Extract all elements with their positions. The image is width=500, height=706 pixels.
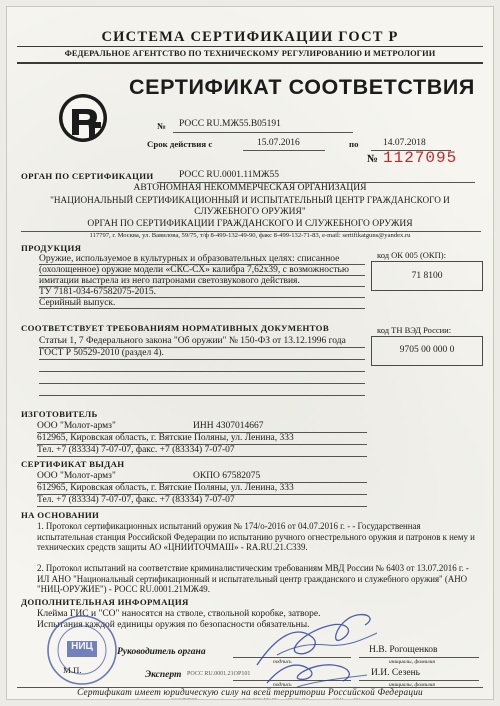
product-line2: (охолощенное) оружие модели «СКС-СХ» калибра 7,62х39, с возможностью	[39, 265, 349, 275]
manufacturer-name: ООО "Молот-армз"	[37, 421, 116, 431]
head-sign-caption: подпись	[273, 659, 292, 665]
compliance-rule-1	[39, 347, 365, 348]
validity-from: 15.07.2016	[257, 138, 300, 148]
okp-label: код ОК 005 (ОКП):	[377, 250, 446, 260]
manufacturer-address: 612965, Кировская область, г. Вятские Поляны, ул. Ленина, 333	[37, 433, 294, 443]
head-name: Н.В. Рогощенков	[369, 645, 438, 655]
footer-print: Сертификат выпущен ЗАО "ОПЦИОН", www.opcion.ru (лицензия № 05-05-09/003 ФНС РФ), тел. (495) 726-4742, www.opcion.ru "А" Москва, 2014 г.	[136, 698, 364, 700]
product-rule-4	[39, 297, 365, 298]
compliance-label: СООТВЕТСТВУЕТ ТРЕБОВАНИЯМ НОРМАТИВНЫХ ДОКУМЕНТОВ	[21, 323, 329, 333]
additional-line1: Клейма ГИС и "СО" наносятся на стволе, ствольной коробке, затворе.	[37, 609, 321, 619]
tnved-value: 9705 00 000 0	[399, 345, 455, 355]
product-line4: ТУ 7181-034-67582075-2015.	[39, 287, 157, 297]
okp-value: 71 8100	[411, 271, 443, 281]
basis-label: НА ОСНОВАНИИ	[21, 510, 100, 520]
rst-logo	[57, 92, 109, 144]
issued-to-rule-2	[37, 494, 367, 495]
organ-line3: СЛУЖЕБНОГО ОРУЖИЯ"	[194, 207, 306, 217]
basis-protocol-2: 2. Протокол испытаний на соответствие криминалистическим требованиям МВД России № 6403 от 13.07.2016 г. - ИЛ АНО "Национальный сертификационный и испытательный центр гражданского и служебного оружия" (АНО "НИЦ-ОРУЖИЕ") - РОСС RU.0001.21МЖ49.	[37, 563, 469, 594]
form-number: 1127095	[383, 149, 458, 167]
compliance-line2: ГОСТ Р 50529-2010 (раздел 4).	[39, 348, 164, 358]
organ-line4: ОРГАН ПО СЕРТИФИКАЦИИ ГРАЖДАНСКОГО И СЛУЖЕБНОГО ОРУЖИЯ	[87, 219, 413, 229]
certificate	[6, 6, 494, 700]
product-rule-3	[39, 286, 365, 287]
mp-label: М.П.	[63, 665, 82, 675]
issued-to-rule-1	[37, 482, 367, 483]
product-rule-5	[39, 308, 365, 309]
certificate-title: СЕРТИФИКАТ СООТВЕТСТВИЯ	[129, 75, 475, 99]
product-rule-2	[39, 275, 365, 276]
reg-no-line	[173, 132, 353, 133]
agency-rule	[17, 62, 483, 64]
manufacturer-inn: ИНН 4307014667	[193, 421, 264, 431]
manufacturer-rule-3	[37, 456, 367, 457]
manufacturer-label: ИЗГОТОВИТЕЛЬ	[21, 409, 98, 419]
issued-to-address: 612965, Кировская область, г. Вятские Поляны, ул. Ленина, 333	[37, 483, 294, 493]
manufacturer-rule-2	[37, 444, 367, 445]
organ-address: 117797, г. Москва, ул. Вавилова, 59/75, т/ф 8-499-132-49-90, факс 8-499-132-71-83, e-mail: sertifikatguns@yandex.ru	[89, 232, 411, 239]
validity-to: 14.07.2018	[383, 138, 426, 148]
product-line5: Серийный выпуск.	[39, 298, 116, 308]
expert-sign-caption: подпись	[273, 682, 292, 688]
issued-to-label: СЕРТИФИКАТ ВЫДАН	[21, 459, 125, 469]
expert-name-caption: инициалы, фамилия	[389, 682, 435, 688]
compliance-rule-5	[39, 395, 365, 396]
expert-stamp-code: РОСС RU.0001.21ОР101	[187, 671, 251, 677]
reg-no-label: №	[157, 121, 166, 131]
footer-text: Сертификат имеет юридическую силу на всей территории Российской Федерации	[77, 688, 423, 698]
validity-to-label: по	[349, 139, 359, 149]
manufacturer-phones: Тел. +7 (83334) 7-07-07, факс. +7 (83334) 7-07-07	[37, 445, 235, 455]
compliance-line1: Статьи 1, 7 Федерального закона "Об оружии" № 150-ФЗ от 13.12.1996 года	[39, 336, 346, 346]
additional-line2: Испытания каждой единицы оружия по безопасности обязательны.	[37, 620, 310, 630]
product-line1: Оружие, используемое в культурных и образовательных целях: списанное	[39, 254, 340, 264]
manufacturer-rule-1	[37, 432, 367, 433]
system-header: СИСТЕМА СЕРТИФИКАЦИИ ГОСТ Р	[101, 29, 399, 45]
organ-code: РОСС RU.0001.11МЖ55	[179, 170, 279, 180]
organ-line1: АВТОНОМНАЯ НЕКОММЕРЧЕСКАЯ ОРГАНИЗАЦИЯ	[133, 183, 367, 193]
reg-no-value: РОСС RU.МЖ55.В05191	[179, 119, 281, 129]
agency-header: ФЕДЕРАЛЬНОЕ АГЕНТСТВО ПО ТЕХНИЧЕСКОМУ РЕГУЛИРОВАНИЮ И МЕТРОЛОГИИ	[64, 49, 436, 58]
additional-label: ДОПОЛНИТЕЛЬНАЯ ИНФОРМАЦИЯ	[21, 597, 189, 607]
validity-label: Срок действия с	[147, 139, 213, 149]
validity-from-line	[243, 150, 325, 151]
basis-protocol-1: 1. Протокол сертификационных испытаний оружия № 174/о-2016 от 04.07.2016 г. - - Государственная испытательная станция Российской Федерации по испытанию ручного огнестрельного оружия и патронов к нему и технических средств защиты АО «ЦНИИТОЧМАШ» - RA.RU.21.С339.	[37, 521, 475, 552]
product-line3: имитации выстрела из него патронами светозвукового действия.	[39, 276, 300, 286]
head-label: Руководитель органа	[117, 647, 206, 657]
organ-line2: "НАЦИОНАЛЬНЫЙ СЕРТИФИКАЦИОННЫЙ И ИСПЫТАТЕЛЬНЫЙ ЦЕНТР ГРАЖДАНСКОГО И	[50, 195, 450, 205]
compliance-rule-3	[39, 371, 365, 372]
form-no-label: №	[367, 153, 379, 165]
issued-to-rule-3	[37, 506, 367, 507]
compliance-rule-4	[39, 383, 365, 384]
expert-label: Эксперт	[145, 670, 182, 680]
stamp-text: НИЦ	[71, 641, 93, 652]
product-rule-1	[39, 264, 365, 265]
organ-label: ОРГАН ПО СЕРТИФИКАЦИИ	[21, 171, 154, 181]
issued-to-phones: Тел. +7 (83334) 7-07-07, факс. +7 (83334) 7-07-07	[37, 495, 235, 505]
handwritten-signatures	[237, 595, 387, 691]
header-rule	[17, 46, 483, 47]
head-name-caption: инициалы, фамилия	[389, 659, 435, 665]
product-label: ПРОДУКЦИЯ	[21, 243, 82, 253]
tnved-label: код ТН ВЭД России:	[377, 325, 452, 335]
issued-to-okpo: ОКПО 67582075	[193, 471, 261, 481]
compliance-rule-2	[39, 359, 365, 360]
expert-name: И.И. Сезень	[371, 668, 421, 678]
issued-to-name: ООО "Молот-армз"	[37, 471, 116, 481]
